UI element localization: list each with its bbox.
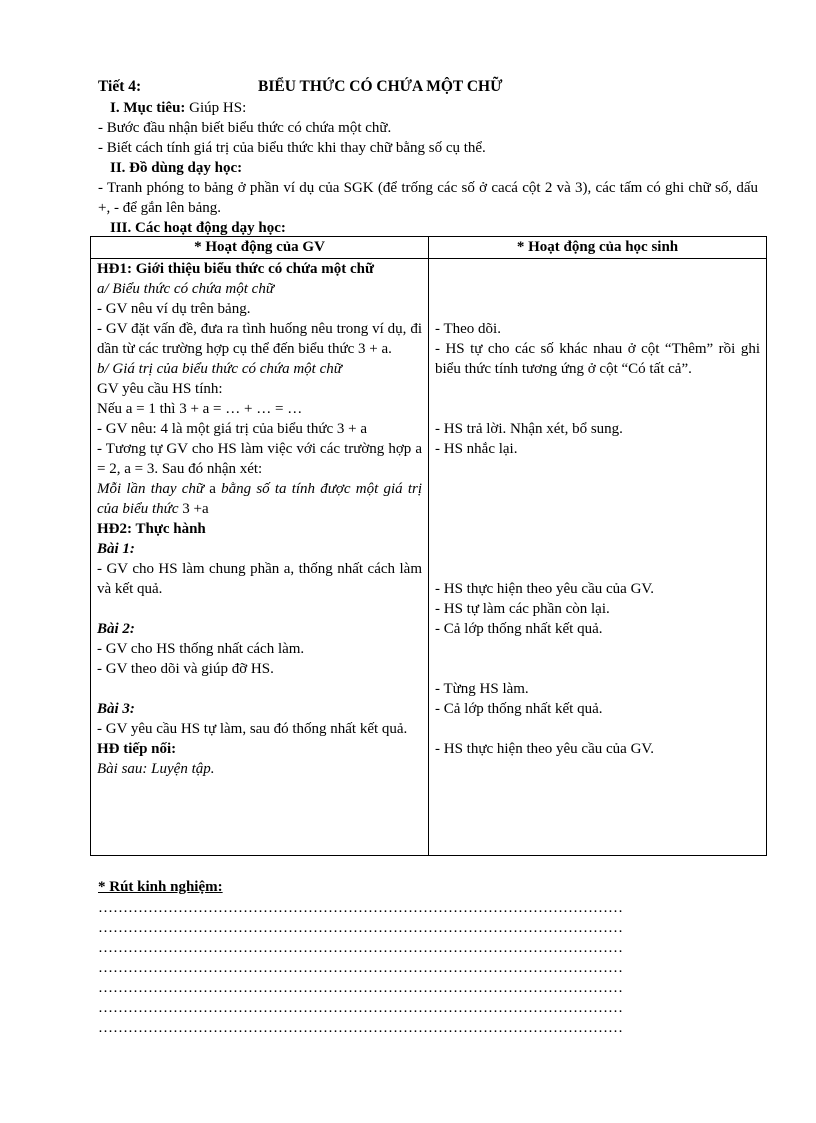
student-step: - Cả lớp thống nhất kết quả.	[435, 701, 603, 717]
exercise-1-title: Bài 1:	[97, 541, 135, 557]
section-b-title: b/ Giá trị của biểu thức có chứa một chữ	[97, 361, 342, 377]
student-step: - HS thực hiện theo yêu cầu của GV.	[435, 581, 655, 597]
hd1-heading: HĐ1: Giới thiệu biểu thức có chứa một chữ	[97, 261, 374, 277]
student-step: - HS tự làm các phần còn lại.	[435, 601, 610, 617]
spacer	[435, 399, 760, 419]
spacer	[435, 259, 760, 279]
follow-up-heading: HĐ tiếp nối:	[97, 741, 177, 757]
exercise-3-title: Bài 3:	[97, 701, 135, 717]
notes-heading: * Rút kinh nghiệm:	[98, 879, 223, 895]
spacer	[435, 499, 760, 519]
notes-section	[98, 876, 748, 1038]
teacher-step: - GV nêu ví dụ trên bảng.	[97, 301, 251, 317]
spacer	[435, 519, 760, 539]
hd2-heading: HĐ2: Thực hành	[97, 521, 206, 537]
student-step: - Cả lớp thống nhất kết quả.	[435, 621, 603, 637]
notes-dot-line: ……………………………………………………………………………………………	[98, 1020, 623, 1036]
spacer	[435, 479, 760, 499]
objectives-heading	[98, 98, 758, 118]
teacher-column-header: * Hoạt động của GV	[91, 237, 429, 259]
student-step: - HS nhắc lại.	[435, 441, 518, 457]
notes-dot-line: ……………………………………………………………………………………………	[98, 900, 623, 916]
conclusion-expression: 3 +a	[178, 501, 209, 517]
teacher-step: - GV đặt vấn đề, đưa ra tình huống nêu trong ví dụ, đi dần từ các trường hợp cụ thể đến biểu thức 3 + a.	[97, 321, 422, 357]
page-title: BIỂU THỨC CÓ CHỨA MỘT CHỮ	[258, 78, 503, 95]
student-step: - Theo dõi.	[435, 321, 501, 337]
materials-text: - Tranh phóng to bảng ở phần ví dụ của SGK (để trống các số ở cacá cột 2 và 3), các tấm có ghi chữ số, dấu +, - để gắn lên bảng.	[98, 180, 758, 216]
spacer	[97, 679, 422, 699]
student-column-header: * Hoạt động của học sinh	[429, 237, 767, 259]
title-row	[98, 76, 758, 98]
teacher-step: - GV cho HS thống nhất cách làm.	[97, 641, 305, 657]
lesson-plan-page	[98, 76, 758, 238]
notes-dot-line: ……………………………………………………………………………………………	[98, 920, 623, 936]
student-step: - Từng HS làm.	[435, 681, 529, 697]
teacher-step: - GV theo dõi và giúp đỡ HS.	[97, 661, 274, 677]
notes-dot-line: ……………………………………………………………………………………………	[98, 960, 623, 976]
materials-heading: II. Đồ dùng dạy học:	[110, 160, 243, 176]
section-a-title: a/ Biểu thức có chứa một chữ	[97, 281, 274, 297]
spacer	[435, 559, 760, 579]
spacer	[435, 459, 760, 479]
teacher-step: - GV nêu: 4 là một giá trị của biểu thức 3 + a	[97, 421, 367, 437]
conclusion-part: Mỗi lần thay chữ	[97, 481, 205, 497]
student-activities	[429, 259, 767, 856]
spacer	[435, 539, 760, 559]
notes-dot-line: ……………………………………………………………………………………………	[98, 940, 623, 956]
student-step: - HS tự cho các số khác nhau ở cột “Thêm” rồi ghi biểu thức tính tương ứng ở cột “Có tất cả”.	[435, 341, 760, 377]
activities-table	[90, 236, 767, 856]
conclusion-part: bằng số ta tính được một giá trị của biểu thức	[97, 481, 422, 517]
objectives-heading-tail: Giúp HS:	[185, 100, 247, 116]
spacer	[435, 719, 760, 739]
teacher-step: - GV cho HS làm chung phần a, thống nhất cách làm và kết quả.	[97, 561, 422, 597]
activities-heading: III. Các hoạt động dạy học:	[110, 220, 286, 236]
teacher-step: - Tương tự GV cho HS làm việc với các trường hợp a = 2, a = 3. Sau đó nhận xét:	[97, 441, 422, 477]
teacher-conclusion	[97, 479, 422, 519]
student-step: - HS trả lời. Nhận xét, bổ sung.	[435, 421, 623, 437]
student-step: - HS thực hiện theo yêu cầu của GV.	[435, 741, 655, 757]
spacer	[435, 659, 760, 679]
teacher-step: Nếu a = 1 thì 3 + a = … + … = …	[97, 401, 303, 417]
conclusion-variable: a	[204, 481, 222, 497]
teacher-step: - GV yêu cầu HS tự làm, sau đó thống nhất kết quả.	[97, 721, 408, 737]
teacher-activities	[91, 259, 429, 856]
spacer	[435, 279, 760, 299]
notes-dot-line: ……………………………………………………………………………………………	[98, 1000, 623, 1016]
exercise-2-title: Bài 2:	[97, 621, 135, 637]
lesson-number: Tiết 4:	[98, 78, 142, 95]
notes-dot-line: ……………………………………………………………………………………………	[98, 980, 623, 996]
spacer	[435, 639, 760, 659]
objective-item: - Biết cách tính giá trị của biểu thức khi thay chữ bằng số cụ thể.	[98, 140, 486, 156]
spacer	[435, 299, 760, 319]
objectives-heading-label: I. Mục tiêu:	[110, 100, 186, 116]
spacer	[435, 379, 760, 399]
teacher-step: GV yêu cầu HS tính:	[97, 381, 223, 397]
next-lesson: Bài sau: Luyện tập.	[97, 761, 215, 777]
objective-item: - Bước đầu nhận biết biểu thức có chứa một chữ.	[98, 120, 392, 136]
spacer	[97, 599, 422, 619]
